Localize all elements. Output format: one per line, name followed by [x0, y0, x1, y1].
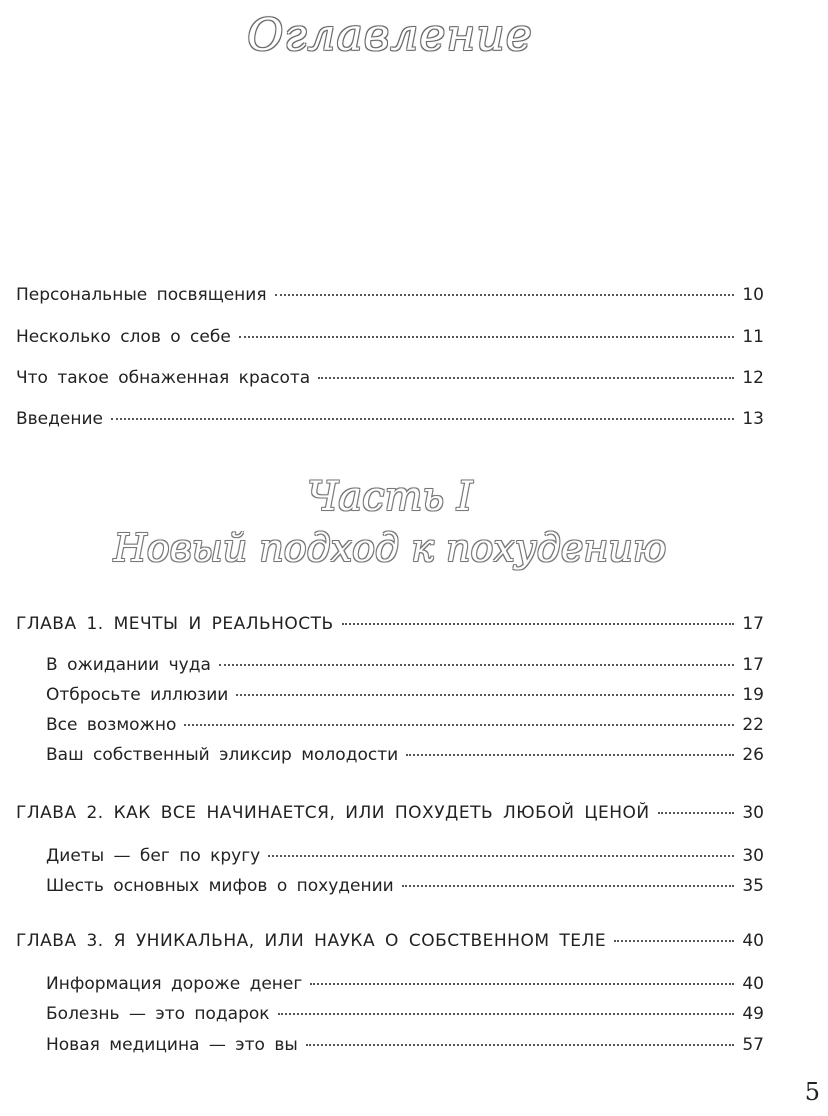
toc-section-page: 19: [742, 685, 764, 705]
toc-chapter-page: 30: [742, 803, 764, 823]
toc-section: [46, 654, 764, 676]
toc-section-label: Все возможно: [46, 715, 177, 735]
dot-leader: [275, 294, 735, 296]
toc-chapter: [16, 802, 764, 824]
toc-entry-label: Что такое обнаженная красота: [16, 368, 311, 388]
toc-section-page: 17: [742, 655, 764, 675]
dot-leader: [236, 694, 734, 696]
toc-entry: [16, 367, 764, 389]
toc-section-page: 49: [742, 1004, 764, 1024]
dot-leader: [310, 983, 734, 985]
toc-section: [46, 684, 764, 706]
toc-section-label: Новая медицина — это вы: [46, 1035, 298, 1055]
toc-section-page: 57: [742, 1035, 764, 1055]
dot-leader: [184, 724, 734, 726]
dot-leader: [278, 1013, 735, 1015]
part-title: Часть I: [307, 474, 473, 520]
toc-entry-page: 10: [742, 285, 764, 305]
toc-section-page: 22: [742, 715, 764, 735]
toc-entry-page: 13: [742, 409, 764, 429]
toc-section: [46, 1034, 764, 1056]
toc-section-page: 35: [742, 876, 764, 896]
toc-chapter-page: 17: [742, 614, 764, 634]
toc-chapter-label: ГЛАВА 3. Я УНИКАЛЬНА, ИЛИ НАУКА О СОБСТВЕННОМ ТЕЛЕ: [16, 931, 607, 951]
dot-leader: [306, 1044, 735, 1046]
dot-leader: [219, 664, 734, 666]
page-title: Оглавление: [247, 10, 533, 61]
dot-leader: [318, 377, 734, 379]
toc-chapter-label: ГЛАВА 2. КАК ВСЕ НАЧИНАЕТСЯ, ИЛИ ПОХУДЕТЬ ЛЮБОЙ ЦЕНОЙ: [16, 803, 650, 823]
dot-leader: [402, 885, 735, 887]
toc-section-label: Шесть основных мифов о похудении: [46, 876, 394, 896]
page-number: 5: [804, 1078, 820, 1106]
dot-leader: [111, 418, 734, 420]
toc-section: [46, 845, 764, 867]
toc-entry-label: Персональные посвящения: [16, 285, 267, 305]
toc-section-page: 30: [742, 846, 764, 866]
toc-section-label: Ваш собственный эликсир молодости: [46, 745, 399, 765]
toc-entry-page: 11: [742, 327, 764, 347]
toc-entry: [16, 284, 764, 306]
toc-entry-label: Несколько слов о себе: [16, 327, 231, 347]
dot-leader: [268, 855, 734, 857]
toc-chapter-label: ГЛАВА 1. МЕЧТЫ И РЕАЛЬНОСТЬ: [16, 614, 334, 634]
toc-section-label: Отбросьте иллюзии: [46, 685, 229, 705]
toc-chapter-page: 40: [742, 931, 764, 951]
dot-leader: [658, 812, 735, 814]
part-subtitle: Новый подход к похудению: [113, 526, 667, 570]
toc-section: [46, 875, 764, 897]
dot-leader: [342, 623, 735, 625]
toc-entry: [16, 408, 764, 430]
toc-section: [46, 973, 764, 995]
toc-section-label: Болезнь — это подарок: [46, 1004, 270, 1024]
toc-entry-label: Введение: [16, 409, 103, 429]
toc-section-label: В ожидании чуда: [46, 655, 211, 675]
toc-entry: [16, 326, 764, 348]
toc-section-page: 40: [742, 974, 764, 994]
toc-chapter: [16, 930, 764, 952]
toc-entry-page: 12: [742, 368, 764, 388]
toc-section: [46, 714, 764, 736]
toc-section-label: Информация дороже денег: [46, 974, 303, 994]
toc-section-label: Диеты — бег по кругу: [46, 846, 261, 866]
dot-leader: [239, 336, 735, 338]
toc-chapter: [16, 613, 764, 635]
dot-leader: [406, 754, 734, 756]
toc-section: [46, 744, 764, 766]
toc-section: [46, 1003, 764, 1025]
toc-section-page: 26: [742, 745, 764, 765]
dot-leader: [614, 940, 734, 942]
